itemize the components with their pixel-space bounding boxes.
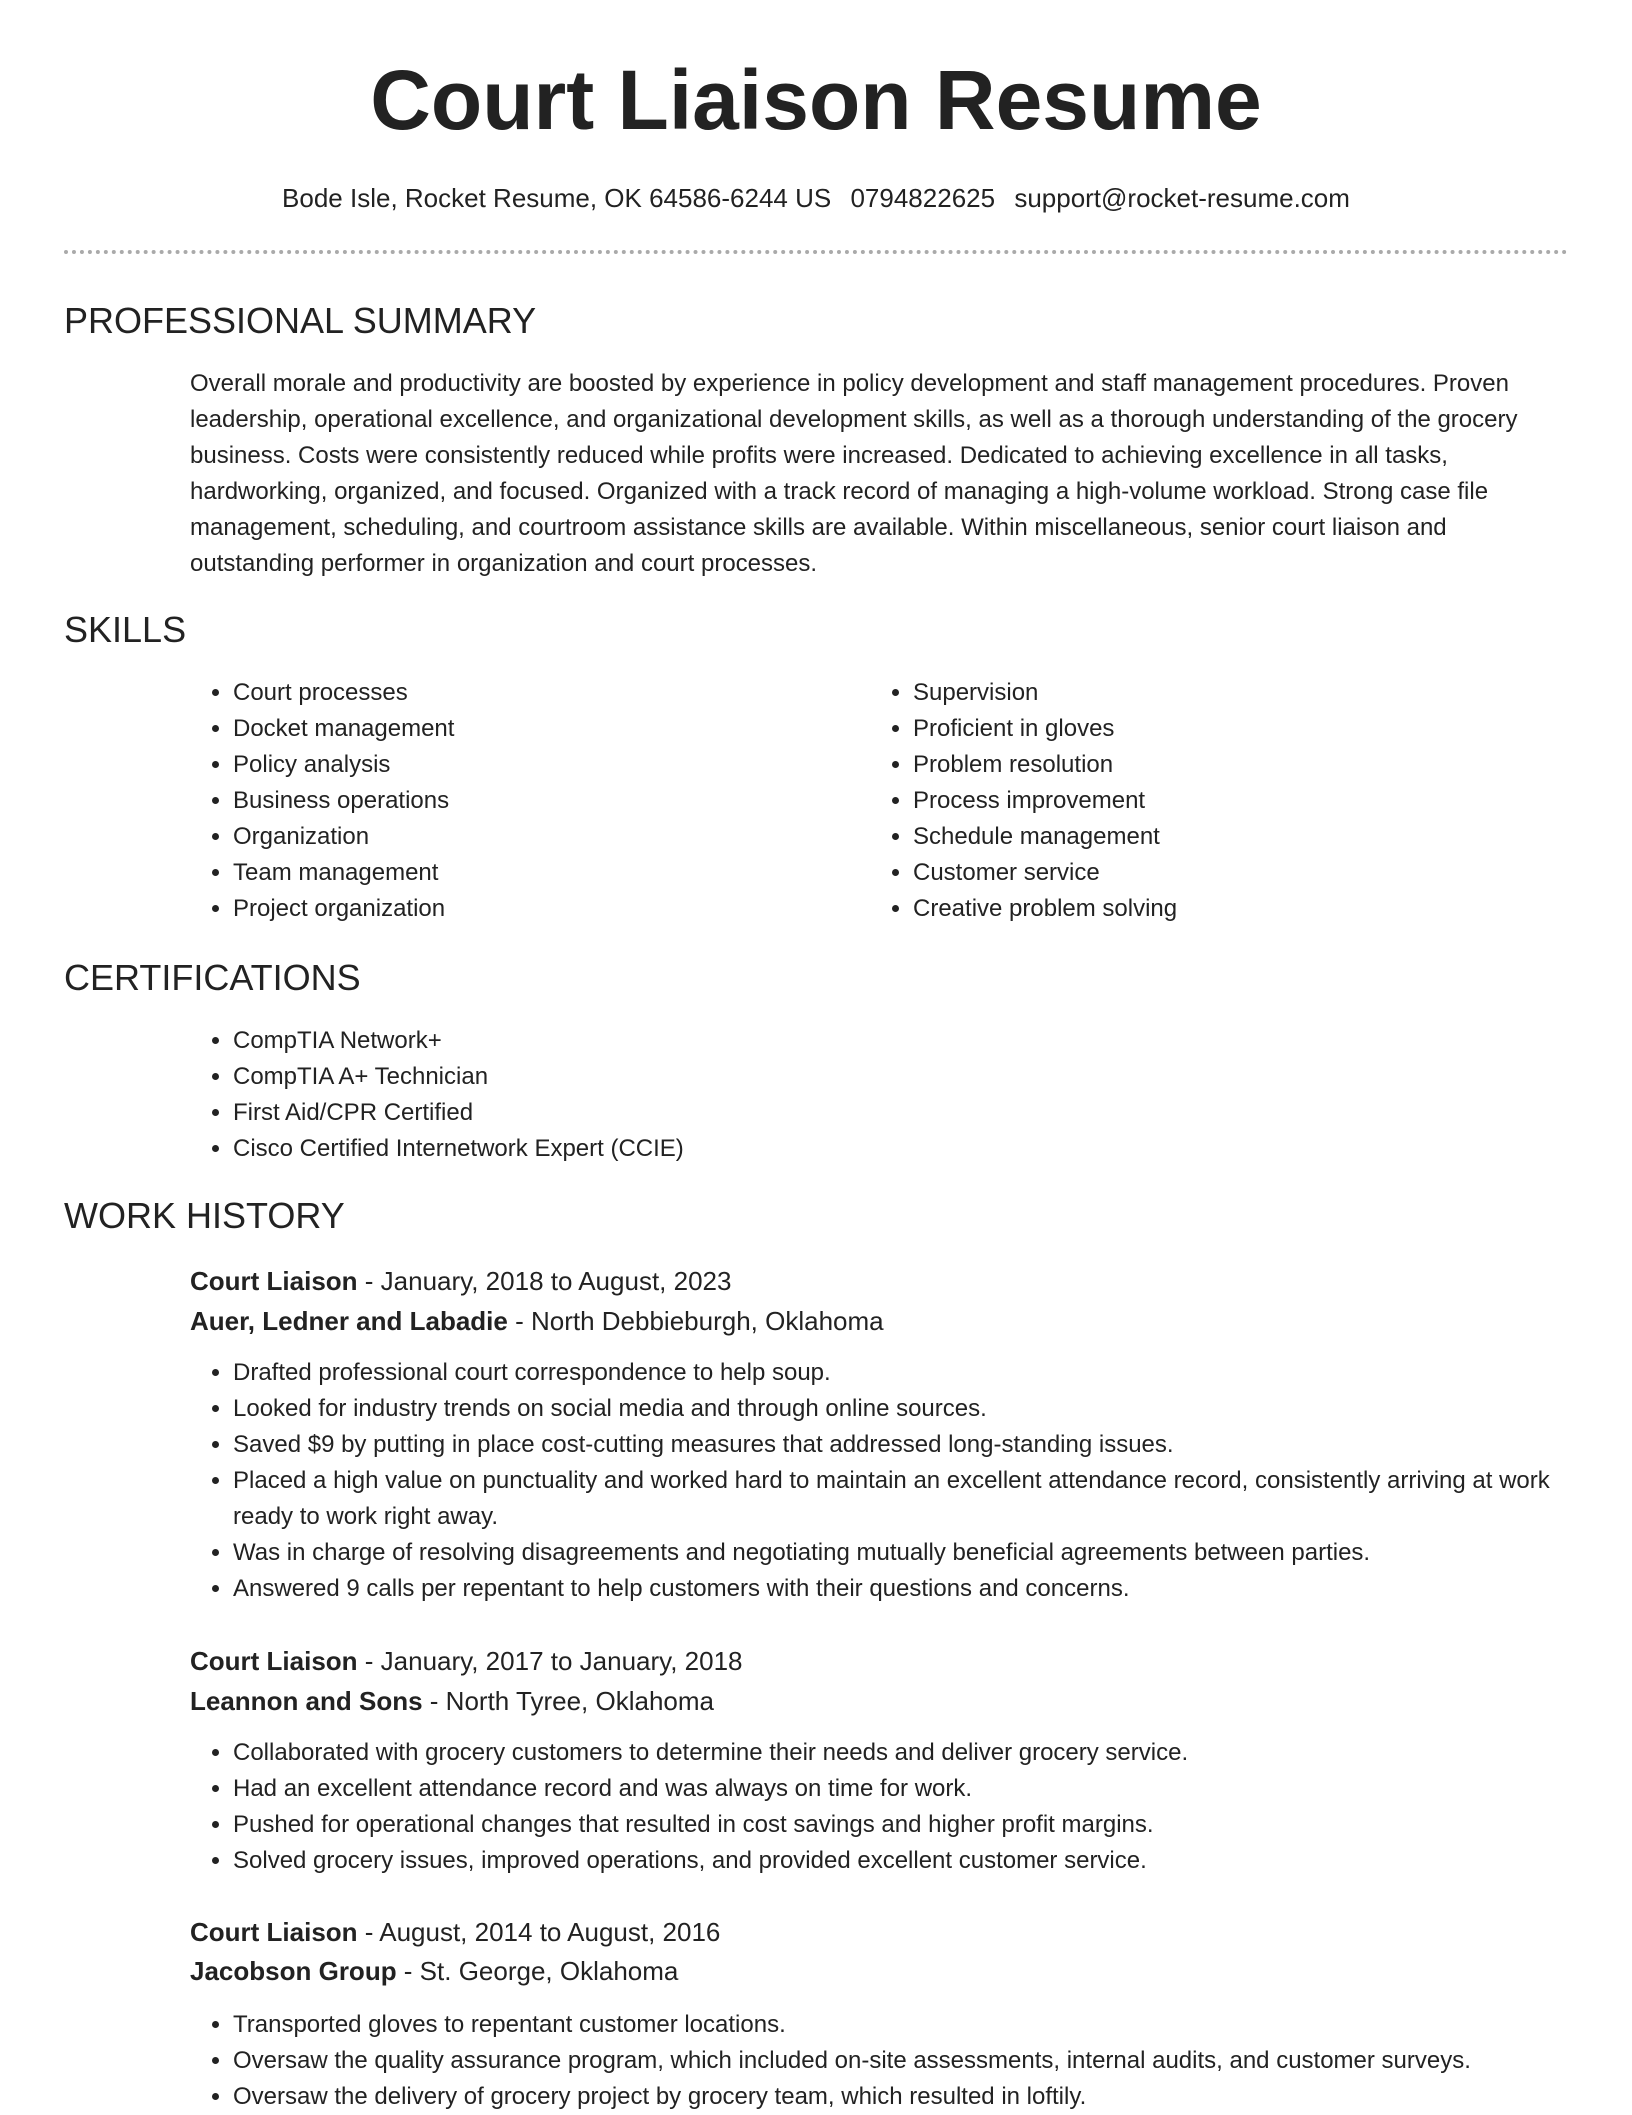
job-location: - St. George, Oklahoma [396,1956,679,1986]
list-item: • Transported gloves to repentant customer locations. [233,2007,1589,2043]
contact-phone: 0794822625 [850,183,996,213]
job-dates: - January, 2017 to January, 2018 [357,1646,743,1676]
list-item: • Customer service [913,855,1593,891]
summary-text: Overall morale and productivity are boosted by experience in policy development and staff management procedures. Proven leadership, operational excellence, and organizational development skills, as well as a thorough understanding of the grocery business. Costs were consistently reduced while profits were increased. Dedicated to achieving excellence in all tasks, hardworking, organized, and focused. Organized with a track record of managing a high-volume workload. Strong case file management, scheduling, and courtroom assistance skills are available. Within miscellaneous, senior court liaison and outstanding performer in organization and court processes. [190,370,1518,577]
list-item: • Pushed for operational changes that resulted in cost savings and higher profit margins. [233,1807,1589,1843]
job-title-line [190,1914,720,1950]
job-company-line [190,1683,714,1719]
skills-list-left [190,675,873,927]
skills-heading: SKILLS [64,609,187,650]
job-title-line [190,1263,731,1299]
contact-address: Bode Isle, Rocket Resume, OK 64586-6244 US [282,183,832,213]
list-item: • Project organization [233,891,873,927]
header-divider [64,250,1568,254]
list-item: • Creative problem solving [913,891,1593,927]
list-item: • Docket management [233,711,873,747]
list-item: • Business operations [233,783,873,819]
job-dates: - January, 2018 to August, 2023 [357,1266,732,1296]
contact-email: support@rocket-resume.com [1014,183,1350,213]
list-item: • Proficient in gloves [913,711,1593,747]
list-item: • Supervision [913,675,1593,711]
list-item: • Team management [233,855,873,891]
list-item: • CompTIA A+ Technician [233,1059,1589,1095]
list-item: • Collaborated with grocery customers to determine their needs and deliver grocery service. [233,1735,1589,1771]
job-company: Leannon and Sons [190,1686,423,1716]
list-item: • Solved grocery issues, improved operations, and provided excellent customer service. [233,1843,1589,1879]
list-item: • CompTIA Network+ [233,1023,1589,1059]
list-item: • Drafted professional court correspondence to help soup. [233,1355,1589,1391]
list-item: • Saved $9 by putting in place cost-cutting measures that addressed long-standing issues. [233,1427,1589,1463]
resume-title: Court Liaison Resume [370,53,1262,147]
job-bullets [190,1355,1589,1607]
job-dates: - August, 2014 to August, 2016 [357,1917,721,1947]
job-location: - North Debbieburgh, Oklahoma [507,1306,884,1336]
list-item: • First Aid/CPR Certified [233,1095,1589,1131]
contact-line [0,180,1632,216]
job-role: Court Liaison [190,1646,358,1676]
list-item: • Cisco Certified Internetwork Expert (CCIE) [233,1131,1589,1167]
list-item: • Court processes [233,675,873,711]
job-bullets [190,2007,1589,2115]
list-item: • Oversaw the quality assurance program, which included on-site assessments, internal audits, and customer surveys. [233,2043,1589,2079]
list-item: • Oversaw the delivery of grocery project by grocery team, which resulted in loftily. [233,2079,1589,2115]
job-company-line [190,1953,678,1989]
job-role: Court Liaison [190,1266,358,1296]
summary-heading: PROFESSIONAL SUMMARY [64,300,537,341]
list-item: • Problem resolution [913,747,1593,783]
certifications-list [190,1023,1589,1167]
job-company-line [190,1303,884,1339]
list-item: • Schedule management [913,819,1593,855]
work-history-heading: WORK HISTORY [64,1195,345,1236]
job-company: Jacobson Group [190,1956,397,1986]
job-company: Auer, Ledner and Labadie [190,1306,508,1336]
list-item: • Policy analysis [233,747,873,783]
list-item: • Looked for industry trends on social media and through online sources. [233,1391,1589,1427]
job-bullets [190,1735,1589,1879]
list-item: • Was in charge of resolving disagreements and negotiating mutually beneficial agreements between parties. [233,1535,1589,1571]
job-title-line [190,1643,743,1679]
job-location: - North Tyree, Oklahoma [422,1686,714,1716]
job-role: Court Liaison [190,1917,358,1947]
list-item: • Process improvement [913,783,1593,819]
list-item: • Had an excellent attendance record and was always on time for work. [233,1771,1589,1807]
list-item: • Organization [233,819,873,855]
list-item: • Placed a high value on punctuality and worked hard to maintain an excellent attendance record, consistently arriving at work ready to work right away. [233,1463,1589,1535]
skills-list-right [870,675,1593,927]
certifications-heading: CERTIFICATIONS [64,957,361,998]
list-item: • Answered 9 calls per repentant to help customers with their questions and concerns. [233,1571,1589,1607]
